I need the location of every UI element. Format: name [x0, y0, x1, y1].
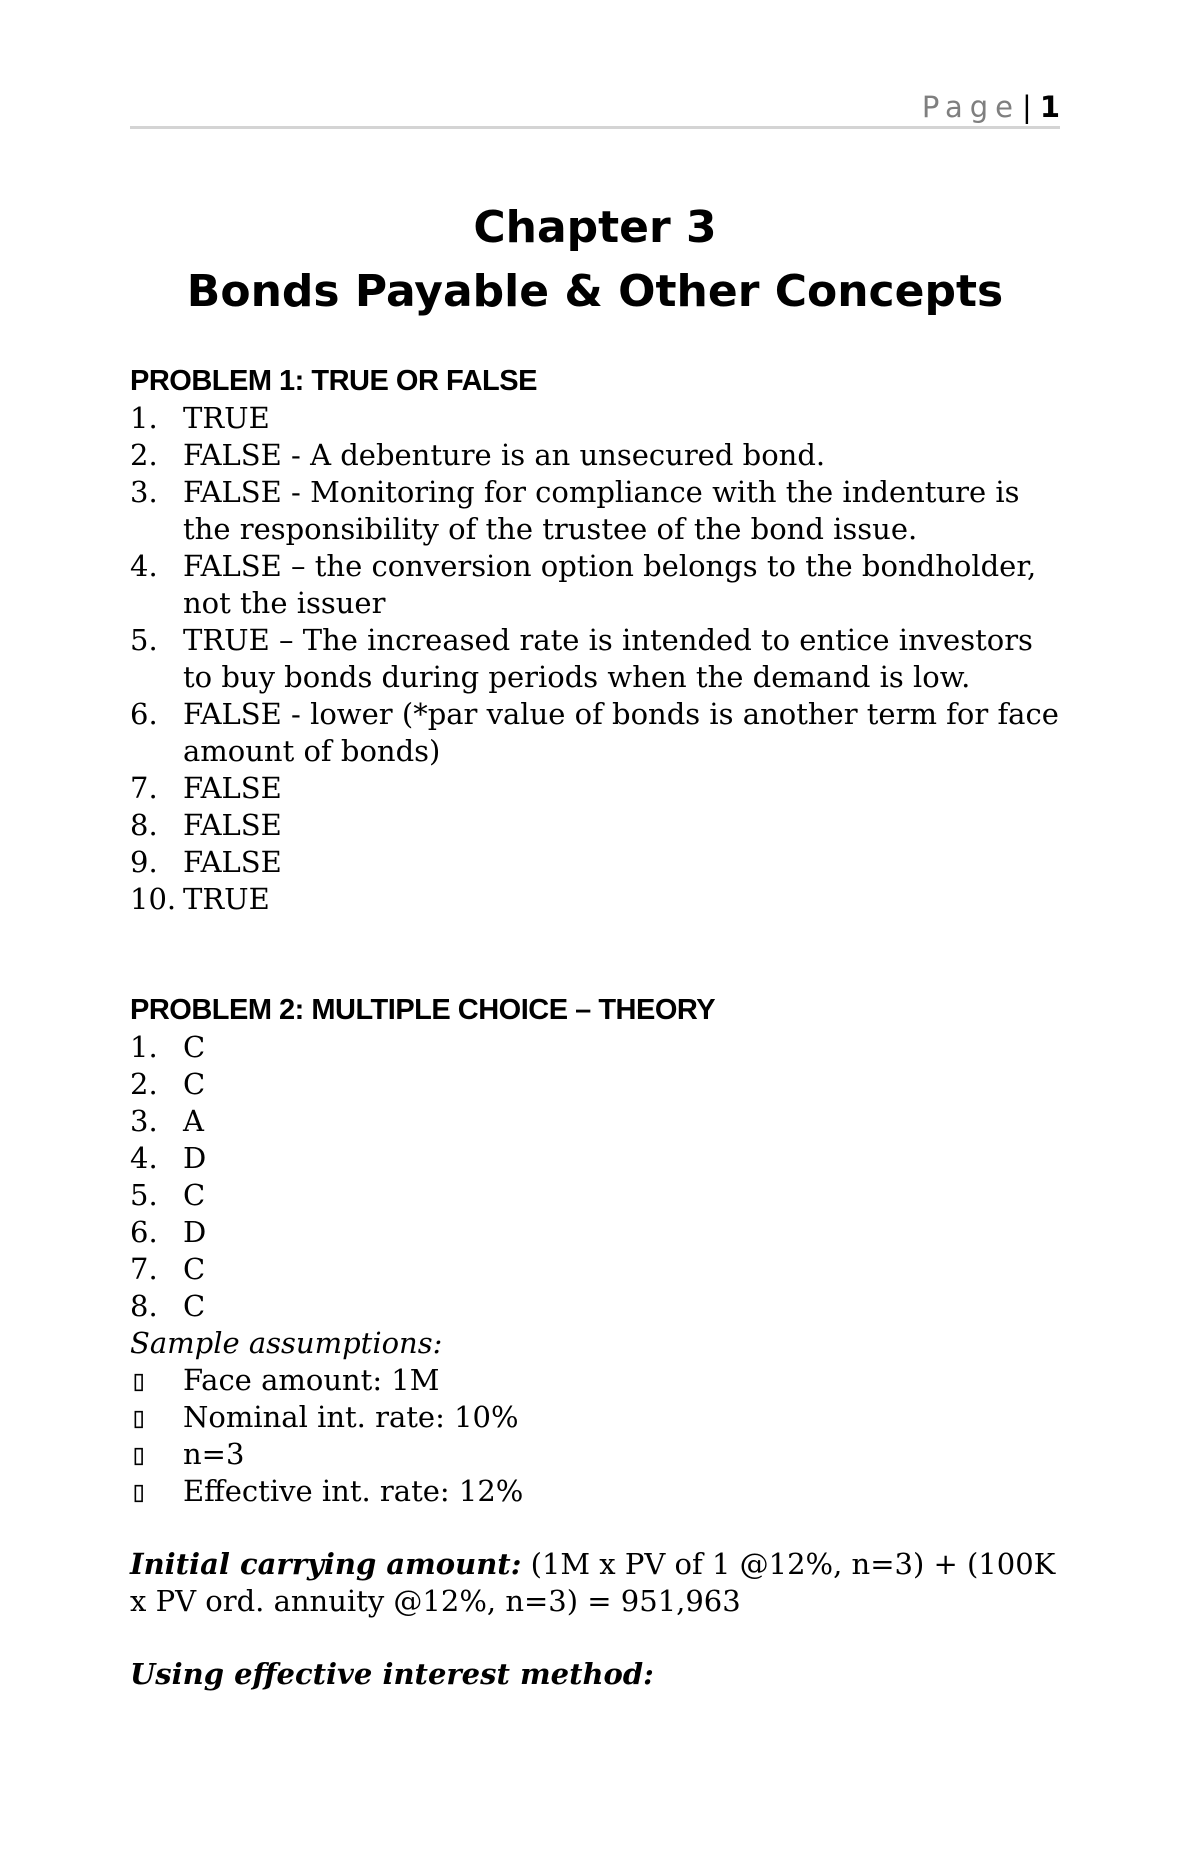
list-item	[130, 1399, 1070, 1436]
item-number: 4.	[130, 549, 158, 583]
item-text: FALSE	[183, 808, 282, 842]
initial-carrying-text: (1M x PV of 1 @12%, n=3) + (100K x PV ord. annuity @12%, n=3) = 951,963	[130, 1547, 1056, 1618]
item-text: TRUE	[183, 882, 270, 916]
item-number: 1.	[130, 401, 158, 435]
list-item	[130, 844, 1070, 881]
chapter-subtitle: Bonds Payable & Other Concepts	[186, 266, 1004, 317]
item-number: 9.	[130, 845, 158, 879]
bullet-icon: ▯	[130, 1400, 148, 1434]
item-number: 3.	[130, 475, 158, 509]
item-number: 5.	[130, 1178, 158, 1212]
list-item	[130, 1066, 1070, 1103]
list-item	[130, 474, 1070, 548]
list-item	[130, 807, 1070, 844]
list-item	[130, 548, 1070, 622]
page-header	[130, 90, 1060, 124]
item-text: FALSE	[183, 845, 282, 879]
list-item	[130, 622, 1070, 696]
assumption-text: Face amount: 1M	[183, 1363, 440, 1397]
initial-carrying-label: Initial carrying amount:	[130, 1547, 522, 1581]
item-text: TRUE – The increased rate is intended to entice investors to buy bonds during periods when the demand is low.	[183, 623, 1033, 694]
bullet-icon: ▯	[130, 1474, 148, 1508]
item-number: 6.	[130, 1215, 158, 1249]
list-item	[130, 881, 1070, 918]
item-number: 8.	[130, 808, 158, 842]
item-answer: C	[183, 1289, 206, 1323]
item-text: FALSE – the conversion option belongs to the bondholder, not the issuer	[183, 549, 1037, 620]
item-number: 4.	[130, 1141, 158, 1175]
item-number: 6.	[130, 697, 158, 731]
spacer	[130, 1510, 1070, 1546]
page-separator: |	[1022, 90, 1032, 124]
item-number: 2.	[130, 438, 158, 472]
document-body	[130, 363, 1070, 1693]
list-item	[130, 1473, 1070, 1510]
item-text: TRUE	[183, 401, 270, 435]
list-item	[130, 1362, 1070, 1399]
list-item	[130, 1436, 1070, 1473]
page-label: Page	[921, 90, 1021, 124]
item-text: FALSE	[183, 771, 282, 805]
assumption-text: Effective int. rate: 12%	[183, 1474, 524, 1508]
item-text: FALSE - lower (*par value of bonds is another term for face amount of bonds)	[183, 697, 1059, 768]
assumptions-label: Sample assumptions:	[130, 1326, 443, 1360]
problem2-list	[130, 1029, 1070, 1325]
list-item	[130, 1140, 1070, 1177]
bullet-icon: ▯	[130, 1363, 148, 1397]
method-label: Using effective interest method:	[130, 1657, 654, 1691]
header-rule	[130, 126, 1060, 129]
initial-carrying-paragraph	[130, 1546, 1070, 1620]
item-number: 8.	[130, 1289, 158, 1323]
list-item	[130, 1251, 1070, 1288]
list-item	[130, 1214, 1070, 1251]
page-number: 1	[1039, 90, 1060, 124]
list-item	[130, 770, 1070, 807]
item-number: 7.	[130, 1252, 158, 1286]
spacer	[130, 1620, 1070, 1656]
item-answer: C	[183, 1030, 206, 1064]
item-answer: D	[183, 1141, 207, 1175]
item-number: 5.	[130, 623, 158, 657]
list-item	[130, 1029, 1070, 1066]
list-item	[130, 1177, 1070, 1214]
list-item	[130, 696, 1070, 770]
chapter-title: Chapter 3	[473, 202, 717, 253]
list-item	[130, 1103, 1070, 1140]
assumption-text: n=3	[183, 1437, 245, 1471]
item-number: 10.	[130, 882, 177, 916]
spacer	[130, 918, 1070, 992]
item-number: 3.	[130, 1104, 158, 1138]
assumption-text: Nominal int. rate: 10%	[183, 1400, 519, 1434]
list-item	[130, 437, 1070, 474]
item-answer: C	[183, 1067, 206, 1101]
item-answer: D	[183, 1215, 207, 1249]
item-number: 2.	[130, 1067, 158, 1101]
bullet-icon: ▯	[130, 1437, 148, 1471]
item-answer: C	[183, 1178, 206, 1212]
item-text: FALSE - Monitoring for compliance with the indenture is the responsibility of the trustee of the bond issue.	[183, 475, 1020, 546]
problem2-heading: PROBLEM 2: MULTIPLE CHOICE – THEORY	[130, 994, 716, 1026]
problem1-list	[130, 400, 1070, 918]
item-answer: C	[183, 1252, 206, 1286]
list-item	[130, 400, 1070, 437]
item-answer: A	[183, 1104, 204, 1138]
item-number: 7.	[130, 771, 158, 805]
list-item	[130, 1288, 1070, 1325]
problem1-heading: PROBLEM 1: TRUE OR FALSE	[130, 365, 537, 397]
item-text: FALSE - A debenture is an unsecured bond.	[183, 438, 826, 472]
item-number: 1.	[130, 1030, 158, 1064]
assumptions-list	[130, 1362, 1070, 1510]
